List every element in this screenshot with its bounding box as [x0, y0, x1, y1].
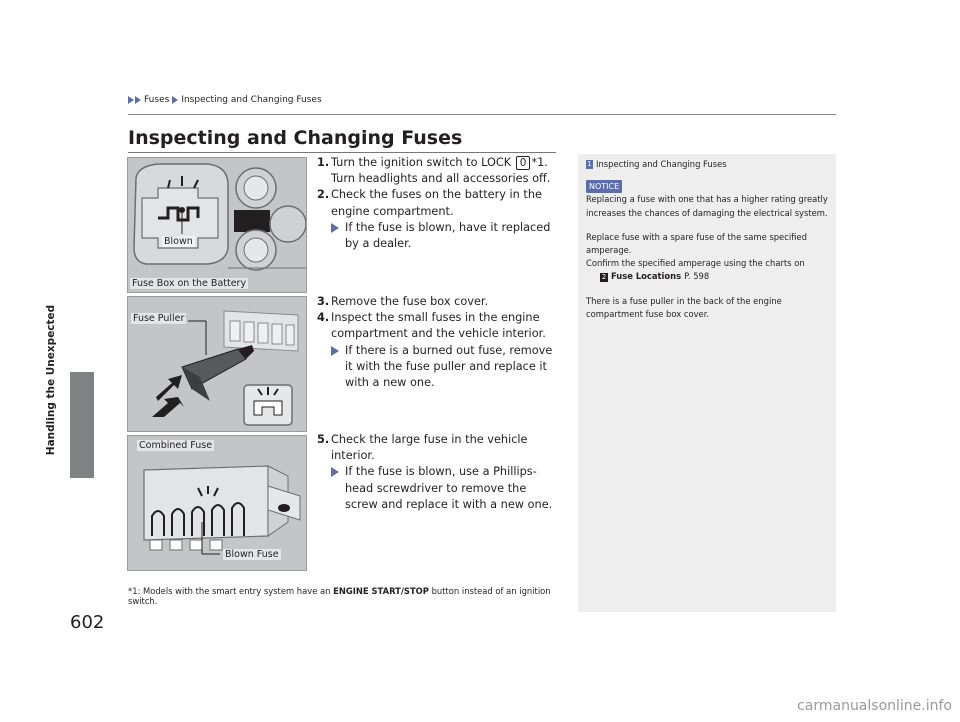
page-title: Inspecting and Changing Fuses	[128, 127, 463, 149]
step-4-substep: If there is a burned out fuse, remove it with the fuse puller and replace it with a new one.	[331, 343, 562, 392]
note-paragraph-3: There is a fuse puller in the back of the engine compartment fuse box cover.	[586, 295, 782, 319]
substep-arrow-icon	[331, 346, 339, 356]
substep-arrow-icon	[331, 467, 339, 477]
note-paragraph-1: Replace fuse with a spare fuse of the same specified amperage.	[586, 231, 807, 256]
breadcrumb	[128, 95, 322, 105]
step-1: 1. Turn the ignition switch to LOCK 0 *1. Turn headlights and all accessories off.	[317, 156, 551, 186]
blown-fuse-label: Blown Fuse	[225, 549, 279, 560]
page-number: 602	[70, 612, 105, 633]
section-side-label: Handling the Unexpected	[45, 304, 57, 456]
step-5-substep: If the fuse is blown, use a Phillips-head screwdriver to remove the screw and replace it with a new one.	[331, 464, 562, 513]
breadcrumb-arrow-icon	[172, 96, 178, 104]
step-2-substep: If the fuse is blown, have it replaced by a dealer.	[331, 220, 562, 252]
step-2: 2. Check the fuses on the battery in the engine compartment.	[317, 188, 542, 218]
footnote: *1: Models with the smart entry system have an ENGINE START/STOP button instead of an ignition switch.	[128, 586, 551, 606]
notice-badge: NOTICE	[586, 180, 622, 193]
steps-block-2	[317, 294, 562, 391]
note-number-icon: 1	[587, 160, 592, 169]
fuse-box-battery-caption: Fuse Box on the Battery	[132, 278, 247, 289]
steps-block-3	[317, 432, 562, 513]
fuse-puller-label: Fuse Puller	[133, 313, 185, 324]
combined-fuse-illustration	[127, 435, 307, 571]
combined-fuse-label: Combined Fuse	[139, 440, 213, 451]
notice-text: Replacing a fuse with one that has a higher rating greatly increases the chances of damaging the electrical system.	[586, 194, 828, 218]
engine-start-stop-term: ENGINE START/STOP	[333, 586, 429, 596]
title-rule	[128, 152, 556, 153]
notes-heading: 1 Inspecting and Changing Fuses	[587, 159, 727, 169]
step-5: 5. Check the large fuse in the vehicle interior.	[317, 433, 528, 463]
watermark: carmanualsonline.info	[797, 698, 952, 714]
blown-label: Blown	[164, 236, 193, 247]
fuse-puller-illustration	[127, 296, 307, 432]
breadcrumb-arrow-icon	[135, 96, 141, 104]
header-rule	[128, 114, 836, 115]
substep-arrow-icon	[331, 223, 339, 233]
breadcrumb-fuses-link[interactable]: Fuses	[144, 95, 170, 105]
breadcrumb-current: Inspecting and Changing Fuses	[181, 95, 322, 105]
step-4: 4. Inspect the small fuses in the engine compartment and the vehicle interior.	[317, 311, 546, 341]
breadcrumb-arrow-icon	[128, 96, 134, 104]
battery-fuse-box-drawing	[128, 158, 306, 292]
step-3: 3. Remove the fuse box cover.	[317, 295, 489, 308]
lock-key-symbol: 0	[516, 156, 531, 170]
battery-fuse-box-illustration	[127, 157, 307, 293]
section-tab-marker	[70, 372, 94, 478]
fuse-locations-link[interactable]: 2 Fuse Locations P. 598	[601, 271, 710, 282]
note-paragraph-2: Confirm the specified amperage using the charts on	[586, 258, 805, 269]
steps-block-1	[317, 155, 562, 252]
notes-panel	[578, 154, 836, 612]
cross-reference-icon: 2	[601, 272, 607, 281]
